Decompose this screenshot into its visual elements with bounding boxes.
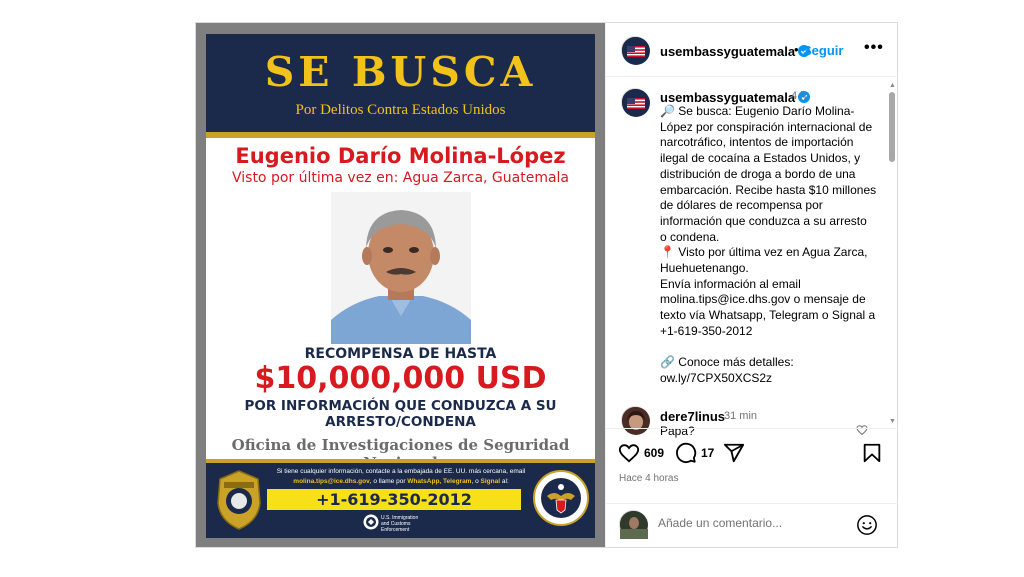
caption-line: texto vía Whatsapp, Telegram o Signal a (660, 308, 876, 323)
caption-line: distribución de droga a bordo de una (660, 166, 856, 181)
poster-contact-email: molina.tips@ice.dhs.gov (293, 478, 370, 485)
poster-reward-amount: $10,000,000 USD (254, 361, 547, 396)
post-modal (195, 22, 898, 548)
poster-header (206, 34, 595, 132)
comment-input[interactable] (658, 516, 848, 530)
ice-label (381, 515, 451, 533)
comment-bubble-icon[interactable] (675, 442, 697, 464)
poster-contact-info (261, 467, 541, 487)
poster-suspect-name: Eugenio Darío Molina-López (235, 144, 566, 168)
like-count[interactable]: 609 (644, 446, 665, 460)
comments-list[interactable] (606, 78, 898, 438)
comment-count[interactable]: 17 (701, 446, 715, 460)
scroll-up-arrow-icon[interactable]: ▲ (889, 82, 896, 89)
poster-reward-condition (226, 398, 575, 430)
post-side-panel (605, 23, 897, 547)
scroll-down-arrow-icon[interactable]: ▼ (889, 418, 896, 425)
caption-link[interactable]: ow.ly/7CPX50XCS2z (660, 370, 773, 385)
poster-agency: Oficina de Investigaciones de Seguridad (231, 436, 570, 454)
post-actions (606, 428, 898, 503)
poster-reward-condition-line: POR INFORMACIÓN QUE CONDUZCA A SU (244, 398, 557, 414)
caption-line: embarcación. Recibe hasta $10 millones (660, 182, 877, 197)
post-author-username[interactable]: usembassyguatemala (660, 44, 796, 59)
caption-line: narcotráfico, intentos de importación (660, 135, 854, 150)
caption-line: molina.tips@ice.dhs.gov o mensaje de (660, 292, 866, 307)
ice-label-line: Enforcement (381, 527, 410, 533)
caption-line: 🔗 Conoce más detalles: (660, 355, 794, 370)
comment-timestamp[interactable]: 31 min (724, 410, 758, 422)
poster-reward-label: RECOMPENSA DE HASTA (304, 346, 497, 362)
bookmark-icon[interactable] (861, 442, 883, 464)
caption-line (660, 340, 885, 356)
caption-line: +1-619-350-2012 (660, 323, 753, 338)
scrollbar-thumb[interactable] (889, 92, 895, 162)
more-options-button[interactable]: ••• (864, 39, 884, 56)
current-user-avatar-icon (620, 511, 648, 539)
share-paper-plane-icon[interactable] (723, 442, 745, 464)
caption-line: Huehuetenango. (660, 261, 749, 276)
post-image-pane (196, 23, 605, 547)
emoji-icon[interactable] (856, 514, 878, 536)
heart-icon[interactable] (618, 442, 640, 464)
poster-contact-text: , o llame por (369, 478, 408, 485)
poster-footer (206, 459, 595, 538)
poster-contact-signal: Signal (480, 478, 501, 485)
poster-contact-apps: WhatsApp, Telegram (407, 478, 472, 485)
caption-line: de dólares de recompensa por (660, 198, 823, 213)
hsi-badge-icon (214, 469, 264, 531)
caption-line: o condena. (660, 229, 720, 244)
avatar[interactable] (621, 88, 649, 116)
poster-last-seen: Visto por última vez en: Agua Zarca, Guatemala (231, 170, 570, 186)
caption-line: 📍 Visto por última vez en Agua Zarca, (660, 245, 868, 260)
ice-seal-icon (363, 514, 379, 530)
poster-stripe (206, 132, 595, 138)
caption-line: ilegal de cocaína a Estados Unidos, y (660, 151, 861, 166)
caption-line: Envía información al email (660, 276, 801, 291)
comment-username[interactable]: dere7linus (660, 409, 726, 424)
comment-text: Papa? (660, 424, 695, 438)
poster-contact-line: Si tiene cualquier información, contacte a la embajada de EE. UU. más cercana, email (276, 468, 526, 475)
flag-avatar-icon (622, 89, 650, 117)
follow-button[interactable]: Seguir (803, 43, 844, 58)
poster-phone: +1-619-350-2012 (267, 489, 521, 510)
avatar[interactable] (621, 36, 649, 64)
poster-footer-stripe (206, 459, 595, 463)
wanted-poster-image[interactable] (206, 34, 595, 538)
post-caption (660, 104, 885, 387)
post-author (660, 43, 810, 61)
caption-line: López por conspiración internacional de (660, 119, 873, 134)
poster-subtitle: Por Delitos Contra Estados Unidos (295, 102, 506, 118)
suspect-photo (331, 192, 471, 344)
poster-contact-text: , o (471, 478, 481, 485)
poster-title: SE BUSCA (264, 48, 537, 96)
caption-line: información que conduzca a su arresto (660, 213, 867, 228)
post-timestamp[interactable]: Hace 4 horas (619, 473, 679, 484)
post-header (606, 23, 898, 77)
ice-label-line: U.S. Immigration (381, 515, 419, 521)
caption-timestamp[interactable]: 4 h (791, 90, 807, 102)
flag-avatar-icon (622, 37, 650, 65)
separator-dot: • (794, 42, 799, 57)
add-comment-bar (606, 503, 898, 547)
caption-username[interactable]: usembassyguatemala (660, 90, 796, 105)
poster-reward-condition-line: ARRESTO/CONDENA (325, 414, 476, 430)
ice-label-line: and Customs (381, 521, 411, 527)
avatar (619, 510, 647, 538)
poster-contact-text: al: (500, 478, 509, 485)
caption-line: 🔎 Se busca: Eugenio Darío Molina- (660, 104, 855, 118)
state-department-seal-icon (533, 470, 589, 526)
